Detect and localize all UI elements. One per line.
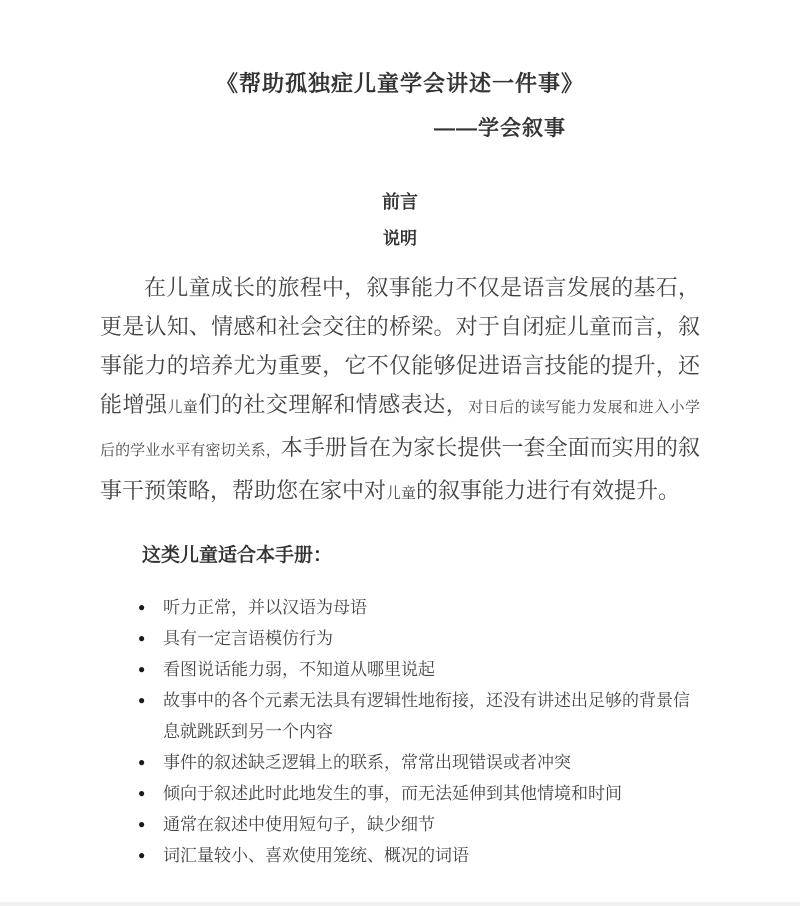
list-item	[138, 747, 700, 778]
list-item-text: 倾向于叙述此时此地发生的事，而无法延伸到其他情境和时间	[163, 784, 622, 803]
list-item	[138, 809, 700, 840]
criteria-list-heading: 这类儿童适合本手册：	[142, 545, 333, 566]
list-item	[138, 592, 700, 623]
paragraph-segment-small: 儿童	[167, 400, 199, 416]
paragraph-segment: 在儿童成长的旅程中，叙事能力不仅是语言发展的基石，更是认知、情感和社会交往的桥梁。对于自闭症儿童而言，叙事能力的培养尤为重要，它不仅能够促进语言技能的提升，还能增强	[100, 275, 700, 417]
list-item-text: 看图说话能力弱，不知道从哪里说起	[163, 660, 435, 679]
intro-paragraph	[100, 268, 700, 514]
preface-heading: 前言	[382, 192, 418, 212]
bullet-icon: ●	[138, 600, 146, 614]
list-item-text: 事件的叙述缺乏逻辑上的联系，常常出现错误或者冲突	[163, 753, 571, 772]
bullet-icon: ●	[138, 662, 146, 676]
list-item	[138, 623, 700, 654]
paragraph-segment: 的叙事能力进行有效提升。	[416, 478, 681, 503]
list-item-text: 故事中的各个元素无法具有逻辑性地衔接，还没有讲述出足够的背景信息就跳跃到另一个内容	[163, 691, 690, 741]
list-item-text: 通常在叙述中使用短句子，缺少细节	[163, 815, 435, 834]
list-item	[138, 654, 700, 685]
list-item	[138, 685, 700, 747]
bullet-icon: ●	[138, 631, 146, 645]
bullet-icon: ●	[138, 817, 146, 831]
bullet-icon: ●	[138, 848, 146, 862]
list-item	[138, 778, 700, 809]
list-item-text: 词汇量较小、喜欢使用笼统、概况的词语	[163, 846, 469, 865]
paragraph-segment-small: 儿童	[386, 486, 417, 502]
document-subtitle: ——学会叙事	[434, 117, 566, 140]
paragraph-segment-small: 对日后的读写能力发展和进入小学后的学业水平有密切关系，	[100, 400, 700, 459]
list-item-text: 听力正常，并以汉语为母语	[163, 598, 367, 617]
note-heading: 说明	[383, 229, 417, 248]
bullet-icon: ●	[138, 755, 146, 769]
list-item	[138, 840, 700, 871]
document-title: 《帮助孤独症儿童学会讲述一件事》	[215, 71, 584, 96]
bullet-icon: ●	[138, 693, 146, 707]
criteria-list	[138, 592, 700, 871]
list-item-text: 具有一定言语模仿行为	[163, 629, 333, 648]
paragraph-segment: 们的社交理解和情感表达，	[198, 392, 469, 417]
page-bottom-edge	[0, 902, 800, 906]
bullet-icon: ●	[138, 786, 146, 800]
paragraph-segment: 本手册旨在为家长提供一套全面而实用的叙事干预策略，帮助您在家中对	[100, 435, 700, 503]
